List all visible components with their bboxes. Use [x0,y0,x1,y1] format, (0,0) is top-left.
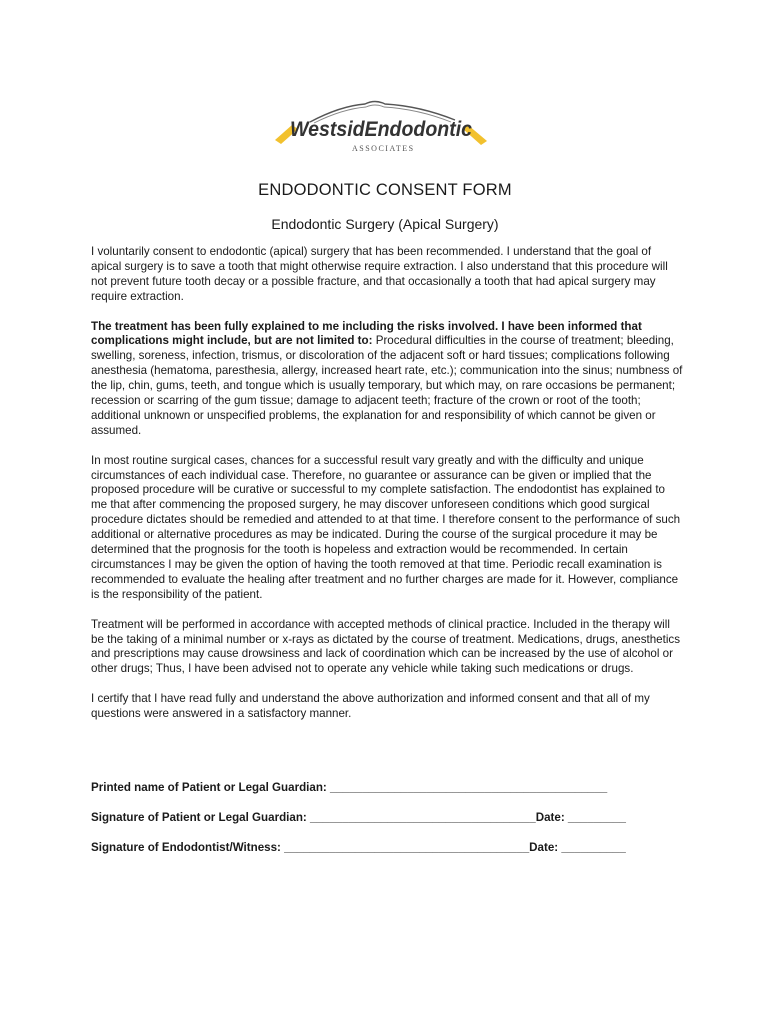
patient-signature-line[interactable]: Signature of Patient or Legal Guardian: ___________________________________Date: _________ [91,811,626,824]
paragraph-certification: I certify that I have read fully and understand the above authorization and informed consent and that all of my questions were answered in a satisfactory manner. [91,692,650,721]
logo-wordmark: WestsidEndodontic [290,118,473,141]
form-title: ENDODONTIC CONSENT FORM [258,181,512,199]
paragraph-risks [91,320,683,439]
paragraph-intro: I voluntarily consent to endodontic (apical) surgery that has been recommended. I understand that the goal of apical surgery is to save a tooth that might otherwise require extraction. I also understand that this procedure will not prevent future tooth decay or a possible fracture, and that occasionally a tooth that had apical surgery may require extraction. [91,245,668,303]
logo-subtext: ASSOCIATES [352,144,415,153]
risks-bold-statement: The treatment has been fully explained to me including the risks involved. I have been informed that complications might include, but are not limited to: [91,319,642,348]
practice-logo [270,96,495,158]
logo-graphic [270,96,495,158]
form-subtitle: Endodontic Surgery (Apical Surgery) [271,216,499,232]
endodontist-signature-line[interactable]: Signature of Endodontist/Witness: ______________________________________Date: __________ [91,841,626,854]
consent-body [91,245,683,737]
paragraph-treatment: Treatment will be performed in accordance with accepted methods of clinical practice. Included in the therapy will be the taking of a minimal number or x-rays as dictated by the course of treatment. Medications, drugs, anesthetics and prescriptions may cause drowsiness and lack of coordination which can be increased by the use of alcohol or other drugs; Thus, I have been advised not to operate any vehicle while taking such medications or drugs. [91,617,680,676]
printed-name-line[interactable]: Printed name of Patient or Legal Guardian: ___________________________________________ [91,781,608,794]
risks-list: Procedural difficulties in the course of treatment; bleeding, swelling, soreness, infection, trismus, or discoloration of the adjacent soft or hard tissues; complications following anesthesia (hematoma, paresthesia, allergy, increased heart rate, etc.); communication into the sinus; numbness of the lip, chin, gums, teeth, and tongue which is usually temporary, but which may, on rare occasions be permanent; recession or scarring of the gum tissue; damage to adjacent teeth; fracture of the crown or root of the tooth; additional unknown or unspecified problems, the explanation for and responsibility of which cannot be given or assumed. [91,334,683,437]
paragraph-outcomes: In most routine surgical cases, chances for a successful result vary greatly and with the difficulty and unique circumstances of each individual case. Therefore, no guarantee or assurance can be given or implied that the proposed procedure will be curative or successful to my complete satisfaction. The endodontist has explained to me that after commencing the proposed surgery, he may discover unforeseen conditions which good surgical procedure dictates should be remedied and attended to at that time. I therefore consent to the performance of such additional or alternative procedures as may be indicated. During the course of the surgical procedure it may be determined that the prognosis for the tooth is hopeless and extraction would be recommended. In certain circumstances I may be given the option of having the tooth removed at that time. Periodic recall examination is recommended to evaluate the healing after treatment and no further charges are made for it. However, compliance is the responsibility of the patient. [91,453,681,601]
